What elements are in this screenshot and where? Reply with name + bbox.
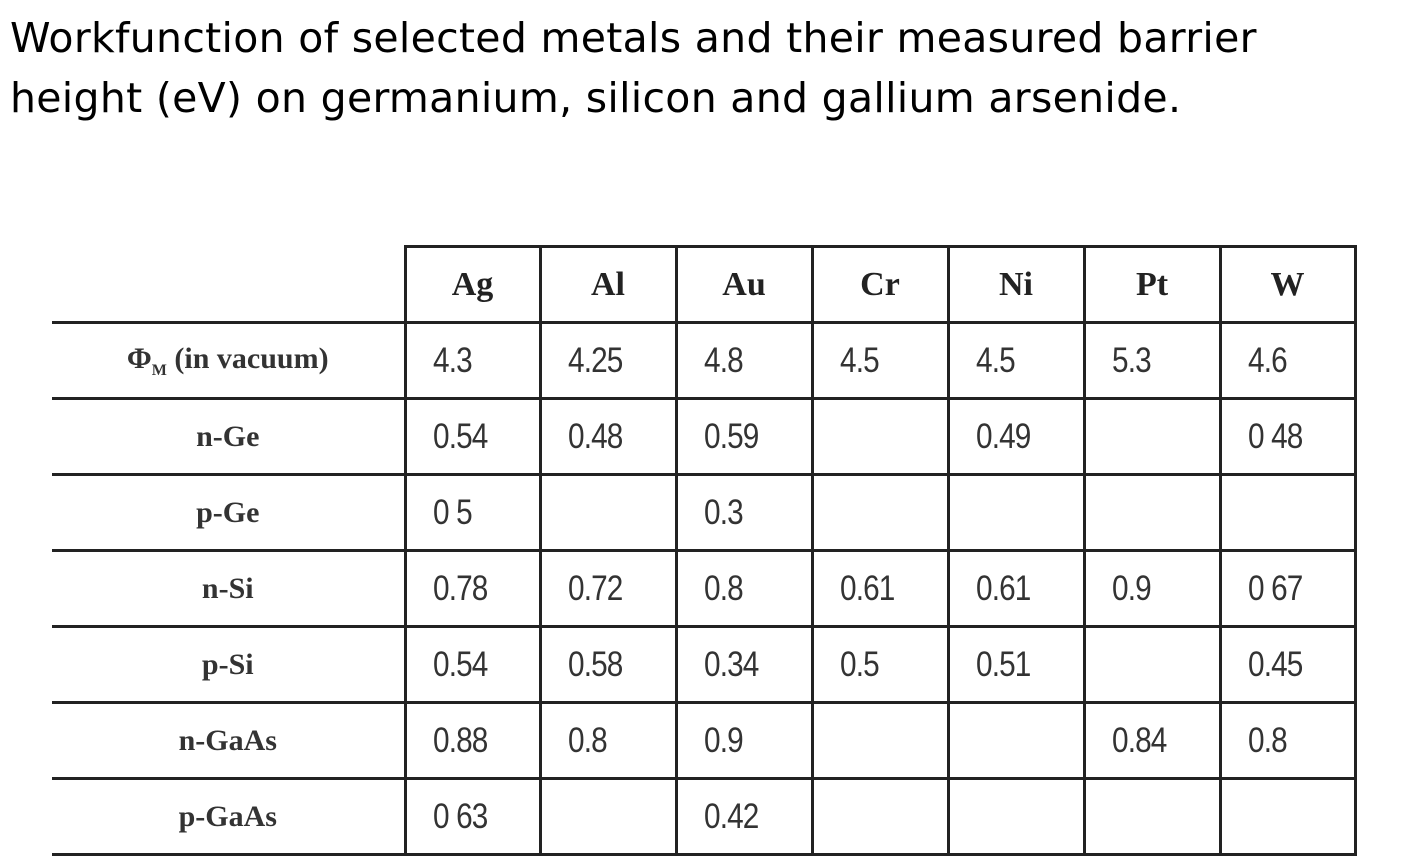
title-line-2: height (eV) on germanium, silicon and gallium arsenide.	[10, 74, 1182, 122]
table-cell	[540, 323, 676, 399]
table-cell	[1220, 703, 1355, 779]
table-cell	[405, 399, 540, 475]
cell-value: 0.61	[839, 568, 895, 608]
table-cell	[540, 779, 676, 855]
table-cell	[948, 627, 1084, 703]
row-header: n-Si	[52, 551, 405, 627]
cell-value: 4.8	[703, 340, 743, 380]
column-header-cr: Cr	[812, 247, 948, 323]
table-cell	[676, 323, 812, 399]
table-cell	[812, 779, 948, 855]
table-cell	[405, 703, 540, 779]
cell-value: 0.78	[432, 568, 488, 608]
table-cell	[676, 551, 812, 627]
column-header-ag: Ag	[405, 247, 540, 323]
document-title	[10, 8, 1257, 128]
column-header-pt: Pt	[1084, 247, 1220, 323]
cell-value: 0.3	[703, 492, 743, 532]
table-cell	[1084, 323, 1220, 399]
table-cell	[405, 551, 540, 627]
table-cell	[405, 779, 540, 855]
cell-value: 0.88	[432, 720, 488, 760]
cell-value: 4.3	[432, 340, 472, 380]
table-cell	[1084, 779, 1220, 855]
table-cell	[1220, 627, 1355, 703]
table-cell	[540, 627, 676, 703]
cell-value: 4.5	[839, 340, 879, 380]
cell-value: 4.6	[1247, 340, 1287, 380]
cell-value: 0.9	[703, 720, 743, 760]
row-header-text: (in vacuum)	[166, 341, 329, 375]
table-cell	[812, 399, 948, 475]
table-cell	[1220, 323, 1355, 399]
table-cell	[540, 399, 676, 475]
table-row	[52, 475, 1355, 551]
cell-value: 0.54	[432, 644, 488, 684]
cell-value: 5.3	[1111, 340, 1151, 380]
cell-value: 0.51	[975, 644, 1031, 684]
table-cell	[812, 475, 948, 551]
table-row	[52, 323, 1355, 399]
cell-value: 0.48	[567, 416, 623, 456]
table-cell	[676, 779, 812, 855]
cell-value: 0.45	[1247, 644, 1303, 684]
table-cell	[812, 551, 948, 627]
table-row	[52, 703, 1355, 779]
row-header-subscript: M	[151, 361, 167, 379]
table-cell	[405, 475, 540, 551]
cell-value: 0 63	[432, 796, 488, 836]
column-header-au: Au	[676, 247, 812, 323]
table-cell	[812, 323, 948, 399]
cell-value: 0.72	[567, 568, 623, 608]
table-cell	[1220, 551, 1355, 627]
row-header: p-Ge	[52, 475, 405, 551]
table-cell	[1220, 399, 1355, 475]
table-cell	[676, 399, 812, 475]
table-cell	[676, 475, 812, 551]
table-cell	[676, 627, 812, 703]
cell-value: 0 48	[1247, 416, 1303, 456]
table-cell	[1084, 399, 1220, 475]
cell-value: 0.84	[1111, 720, 1167, 760]
corner-cell	[52, 247, 405, 323]
table-row	[52, 399, 1355, 475]
column-header-w: W	[1220, 247, 1355, 323]
table-cell	[1084, 475, 1220, 551]
cell-value: 0.9	[1111, 568, 1151, 608]
header-row	[52, 247, 1355, 323]
cell-value: 0.8	[567, 720, 607, 760]
table-cell	[1220, 475, 1355, 551]
cell-value: 4.25	[567, 340, 623, 380]
table-row	[52, 551, 1355, 627]
table-cell	[948, 551, 1084, 627]
cell-value: 0.58	[567, 644, 623, 684]
barrier-height-table	[52, 245, 1357, 856]
cell-value: 4.5	[975, 340, 1015, 380]
row-header: p-GaAs	[52, 779, 405, 855]
table-row	[52, 779, 1355, 855]
table-cell	[948, 475, 1084, 551]
table-cell	[1220, 779, 1355, 855]
table-cell	[540, 551, 676, 627]
row-header	[52, 323, 405, 399]
row-header: n-Ge	[52, 399, 405, 475]
table-cell	[948, 779, 1084, 855]
row-header: n-GaAs	[52, 703, 405, 779]
cell-value: 0.8	[703, 568, 743, 608]
table-cell	[1084, 627, 1220, 703]
table-cell	[405, 627, 540, 703]
table-row	[52, 627, 1355, 703]
cell-value: 0.5	[839, 644, 879, 684]
cell-value: 0.49	[975, 416, 1031, 456]
table-cell	[812, 627, 948, 703]
table-cell	[540, 475, 676, 551]
row-header: p-Si	[52, 627, 405, 703]
cell-value: 0.61	[975, 568, 1031, 608]
row-header-symbol: Φ	[126, 341, 152, 375]
table-cell	[1084, 551, 1220, 627]
cell-value: 0 5	[432, 492, 472, 532]
table-cell	[540, 703, 676, 779]
cell-value: 0.42	[703, 796, 759, 836]
table-cell	[812, 703, 948, 779]
table-cell	[676, 703, 812, 779]
cell-value: 0.8	[1247, 720, 1287, 760]
table-cell	[948, 703, 1084, 779]
cell-value: 0.34	[703, 644, 759, 684]
cell-value: 0 67	[1247, 568, 1303, 608]
cell-value: 0.54	[432, 416, 488, 456]
column-header-al: Al	[540, 247, 676, 323]
table-cell	[1084, 703, 1220, 779]
table-cell	[948, 323, 1084, 399]
cell-value: 0.59	[703, 416, 759, 456]
title-line-1: Workfunction of selected metals and their measured barrier	[10, 14, 1257, 62]
table-cell	[405, 323, 540, 399]
table-cell	[948, 399, 1084, 475]
column-header-ni: Ni	[948, 247, 1084, 323]
